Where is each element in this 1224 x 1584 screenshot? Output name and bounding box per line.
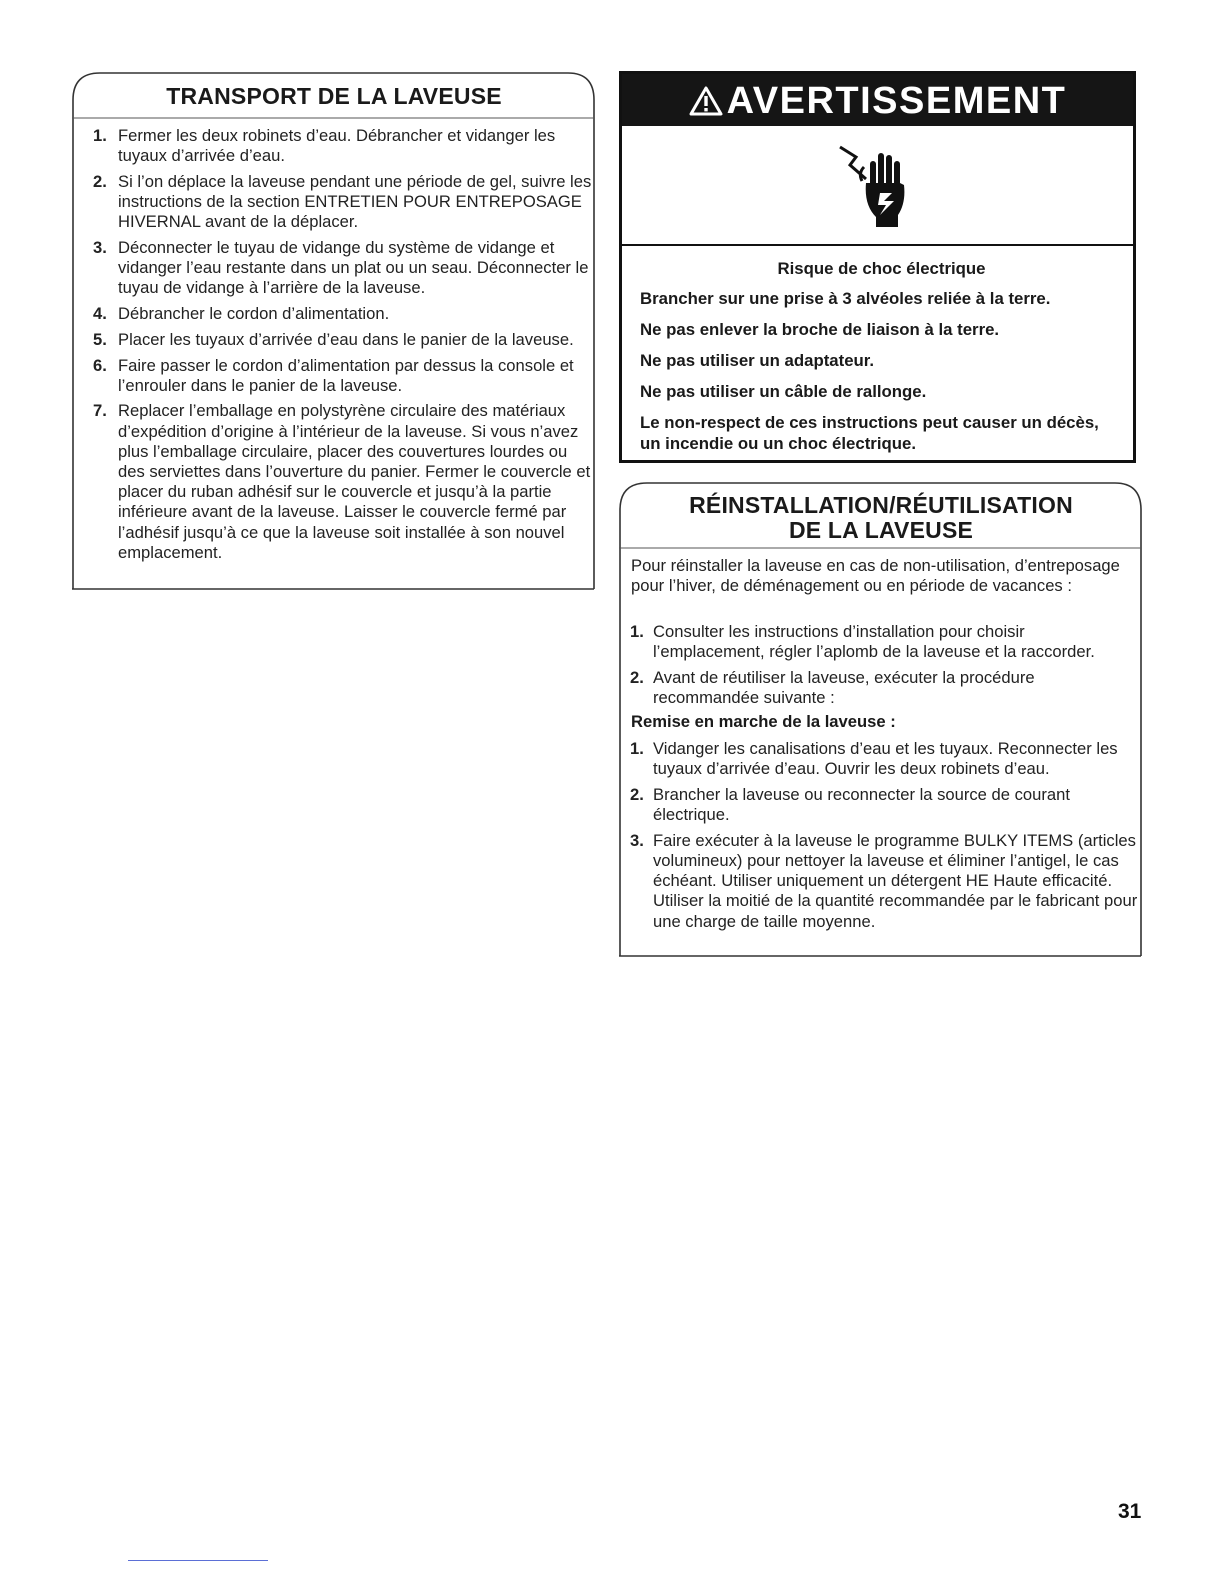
warning-triangle-icon (689, 86, 723, 116)
list-item: 4. Débrancher le cordon d’alimentation. (93, 304, 390, 324)
warning-text (640, 258, 1123, 464)
transport-steps (72, 126, 592, 569)
warning-line: Le non-respect de ces instructions peut causer un décès, un incendie ou un choc électrique. (640, 413, 1099, 453)
list-item: 2. Avant de réutiliser la laveuse, exécuter la procédure recommandée suivante : (630, 667, 1035, 708)
restart-steps (619, 739, 1139, 937)
transport-title: TRANSPORT DE LA LAVEUSE (166, 83, 502, 109)
restart-subheading: Remise en marche de la laveuse : (631, 712, 896, 731)
list-item: 1. Vidanger les canalisations d’eau et les tuyaux. Reconnecter les tuyaux d’arrivée d’eau. Ouvrir les deux robinets d’eau. (630, 739, 1118, 779)
list-item: 3. Déconnecter le tuyau de vidange du système de vidange et vidanger l’eau restante dans un plat ou un seau. Déconnecter le tuyau de vidange à l’arrière de la laveuse. (93, 238, 589, 298)
reinstall-title: RÉINSTALLATION/RÉUTILISATION DE LA LAVEUSE (689, 492, 1073, 543)
reinstall-section (619, 482, 1143, 957)
list-item: 2. Brancher la laveuse ou reconnecter la source de courant électrique. (630, 784, 1070, 825)
footer-rule (128, 1560, 268, 1561)
reinstall-intro: Pour réinstaller la laveuse en cas de non-utilisation, d’entreposage pour l’hiver, de déménagement ou en période de vacances : (631, 556, 1120, 596)
warning-risk: Risque de choc électrique (777, 259, 986, 278)
list-item: 1. Consulter les instructions d’installation pour choisir l’emplacement, régler l’aplomb de la laveuse et la raccorder. (630, 622, 1095, 662)
list-item: 7. Replacer l’emballage en polystyrène circulaire des matériaux d’expédition d’origine à l’intérieur de la laveuse. Si vous n’avez plus l’emballage circulaire, placer des couvertures lourdes ou des serviettes dans l’ouverture du panier. Fermer le couvercle et placer du ruban adhésif sur le couvercle et jusqu’à la partie inférieure avant de la laveuse. Laisser le couvercle fermé par l’adhésif jusqu’à ce que la laveuse soit installée à son nouvel emplacement. (93, 401, 591, 562)
warning-line: Ne pas utiliser un câble de rallonge. (640, 382, 927, 401)
list-item: 1. Fermer les deux robinets d’eau. Débrancher et vidanger les tuyaux d’arrivée d’eau. (93, 126, 556, 166)
list-item: 5. Placer les tuyaux d’arrivée d’eau dans le panier de la laveuse. (93, 329, 574, 349)
page-number: 31 (1118, 1500, 1142, 1523)
warning-title: AVERTISSEMENT (726, 80, 1067, 122)
warning-pictogram (622, 126, 1133, 246)
warning-box (619, 71, 1136, 463)
warning-line: Ne pas utiliser un adaptateur. (640, 351, 875, 370)
list-item: 2. Si l’on déplace la laveuse pendant une période de gel, suivre les instructions de la section ENTRETIEN POUR ENTREPOSAGE HIVERNAL avant de la déplacer. (93, 171, 592, 232)
list-item: 3. Faire exécuter à la laveuse le programme BULKY ITEMS (articles volumineux) pour nettoyer la laveuse et éliminer l’antigel, le cas échéant. Utiliser uniquement un détergent HE Haute efficacité. Utiliser la moitié de la quantité recommandée par le fabricant pour une charge de taille moyenne. (630, 830, 1138, 931)
electric-shock-hand-icon (836, 143, 912, 227)
list-item: 6. Faire passer le cordon d’alimentation par dessus la console et l’enrouler dans le panier de la laveuse. (93, 355, 574, 395)
warning-line: Ne pas enlever la broche de liaison à la terre. (640, 320, 1000, 339)
warning-header (622, 74, 1133, 126)
warning-line: Brancher sur une prise à 3 alvéoles reliée à la terre. (640, 289, 1051, 308)
transport-section (72, 72, 596, 590)
reinstall-steps (619, 622, 1139, 714)
